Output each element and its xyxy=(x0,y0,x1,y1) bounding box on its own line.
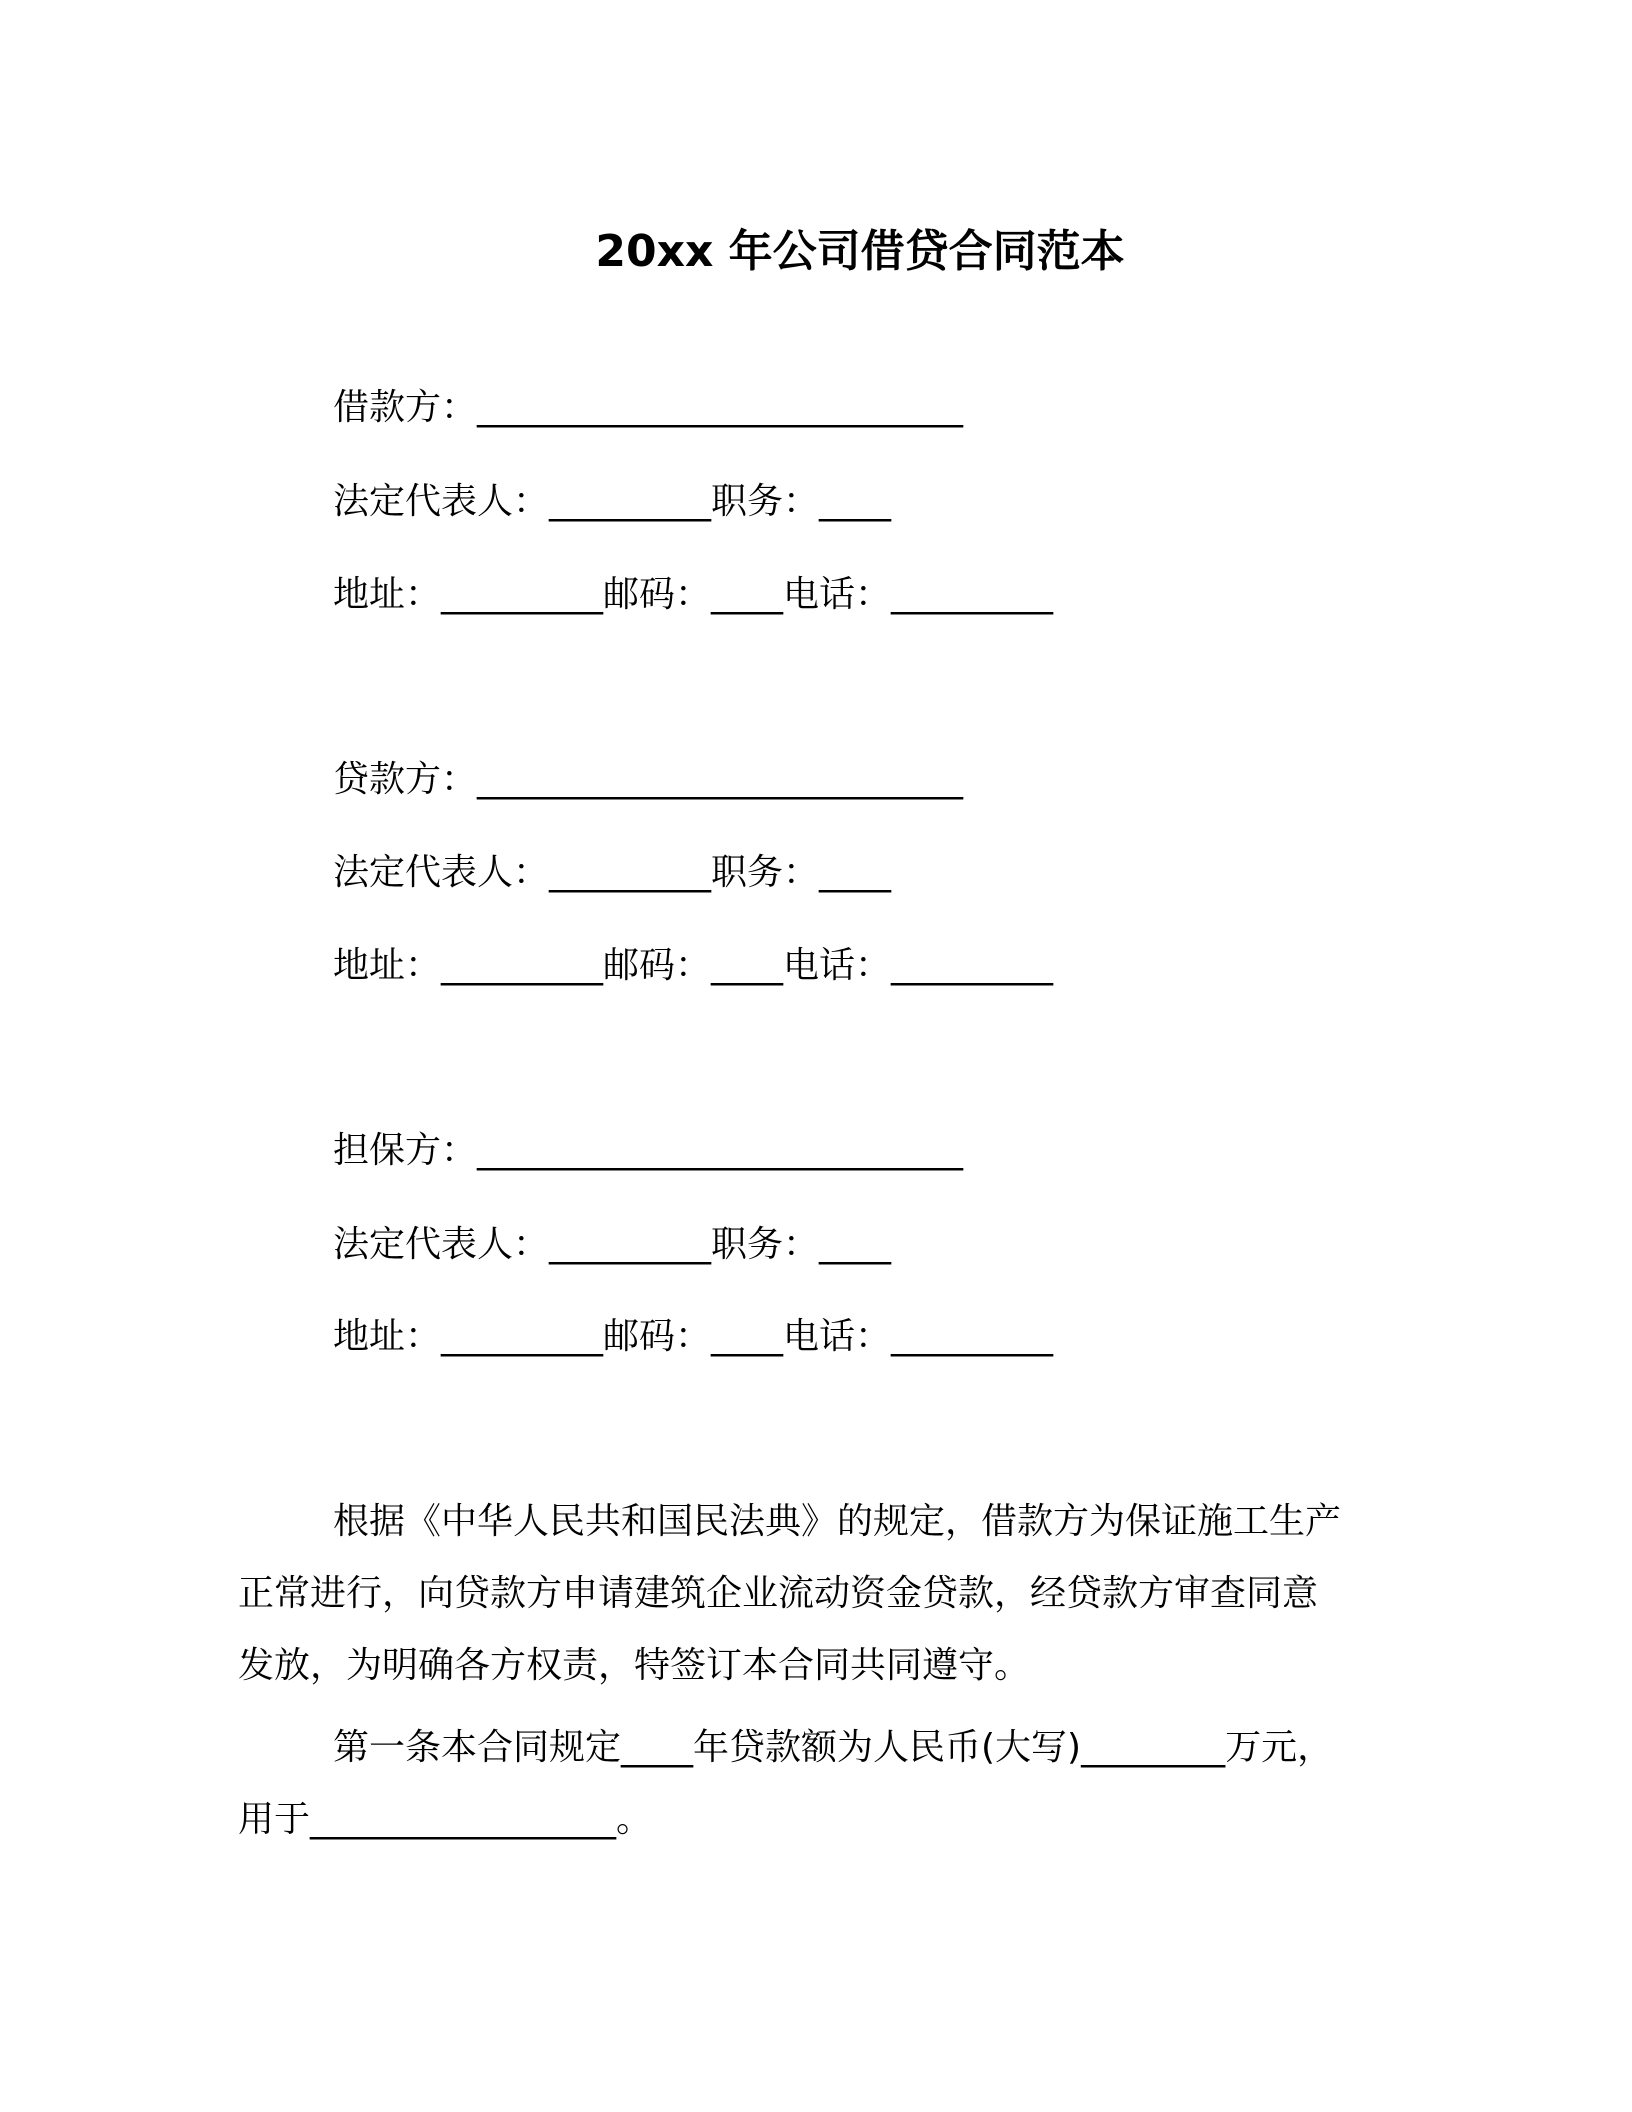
guarantor-rep-line: 法定代表人：_________职务：____ xyxy=(333,1224,892,1265)
article-one-line-1: 第一条本合同规定____年贷款额为人民币(大写)________万元， xyxy=(333,1727,1334,1768)
document-title: 20xx 年公司借贷合同范本 xyxy=(595,226,1125,277)
intro-paragraph xyxy=(238,1486,1398,1702)
intro-line-1: 根据《中华人民共和国民法典》的规定，借款方为保证施工生产 xyxy=(333,1501,1342,1542)
borrower-name-line: 借款方：___________________________ xyxy=(333,387,964,428)
lender-rep-line: 法定代表人：_________职务：____ xyxy=(333,852,892,893)
guarantor-address-line: 地址：_________邮码：____电话：_________ xyxy=(333,1316,1054,1357)
lender-name-line: 贷款方：___________________________ xyxy=(333,759,964,800)
intro-line-2: 正常进行，向贷款方申请建筑企业流动资金贷款，经贷款方审查同意 xyxy=(238,1573,1319,1614)
borrower-address-line: 地址：_________邮码：____电话：_________ xyxy=(333,574,1054,615)
intro-line-3: 发放，为明确各方权责，特签订本合同共同遵守。 xyxy=(238,1645,1031,1686)
lender-address-line: 地址：_________邮码：____电话：_________ xyxy=(333,945,1054,986)
article-one-line-2: 用于_________________。 xyxy=(238,1799,653,1840)
article-one-paragraph xyxy=(238,1712,1398,1856)
guarantor-name-line: 担保方：___________________________ xyxy=(333,1130,964,1171)
borrower-rep-line: 法定代表人：_________职务：____ xyxy=(333,481,892,522)
